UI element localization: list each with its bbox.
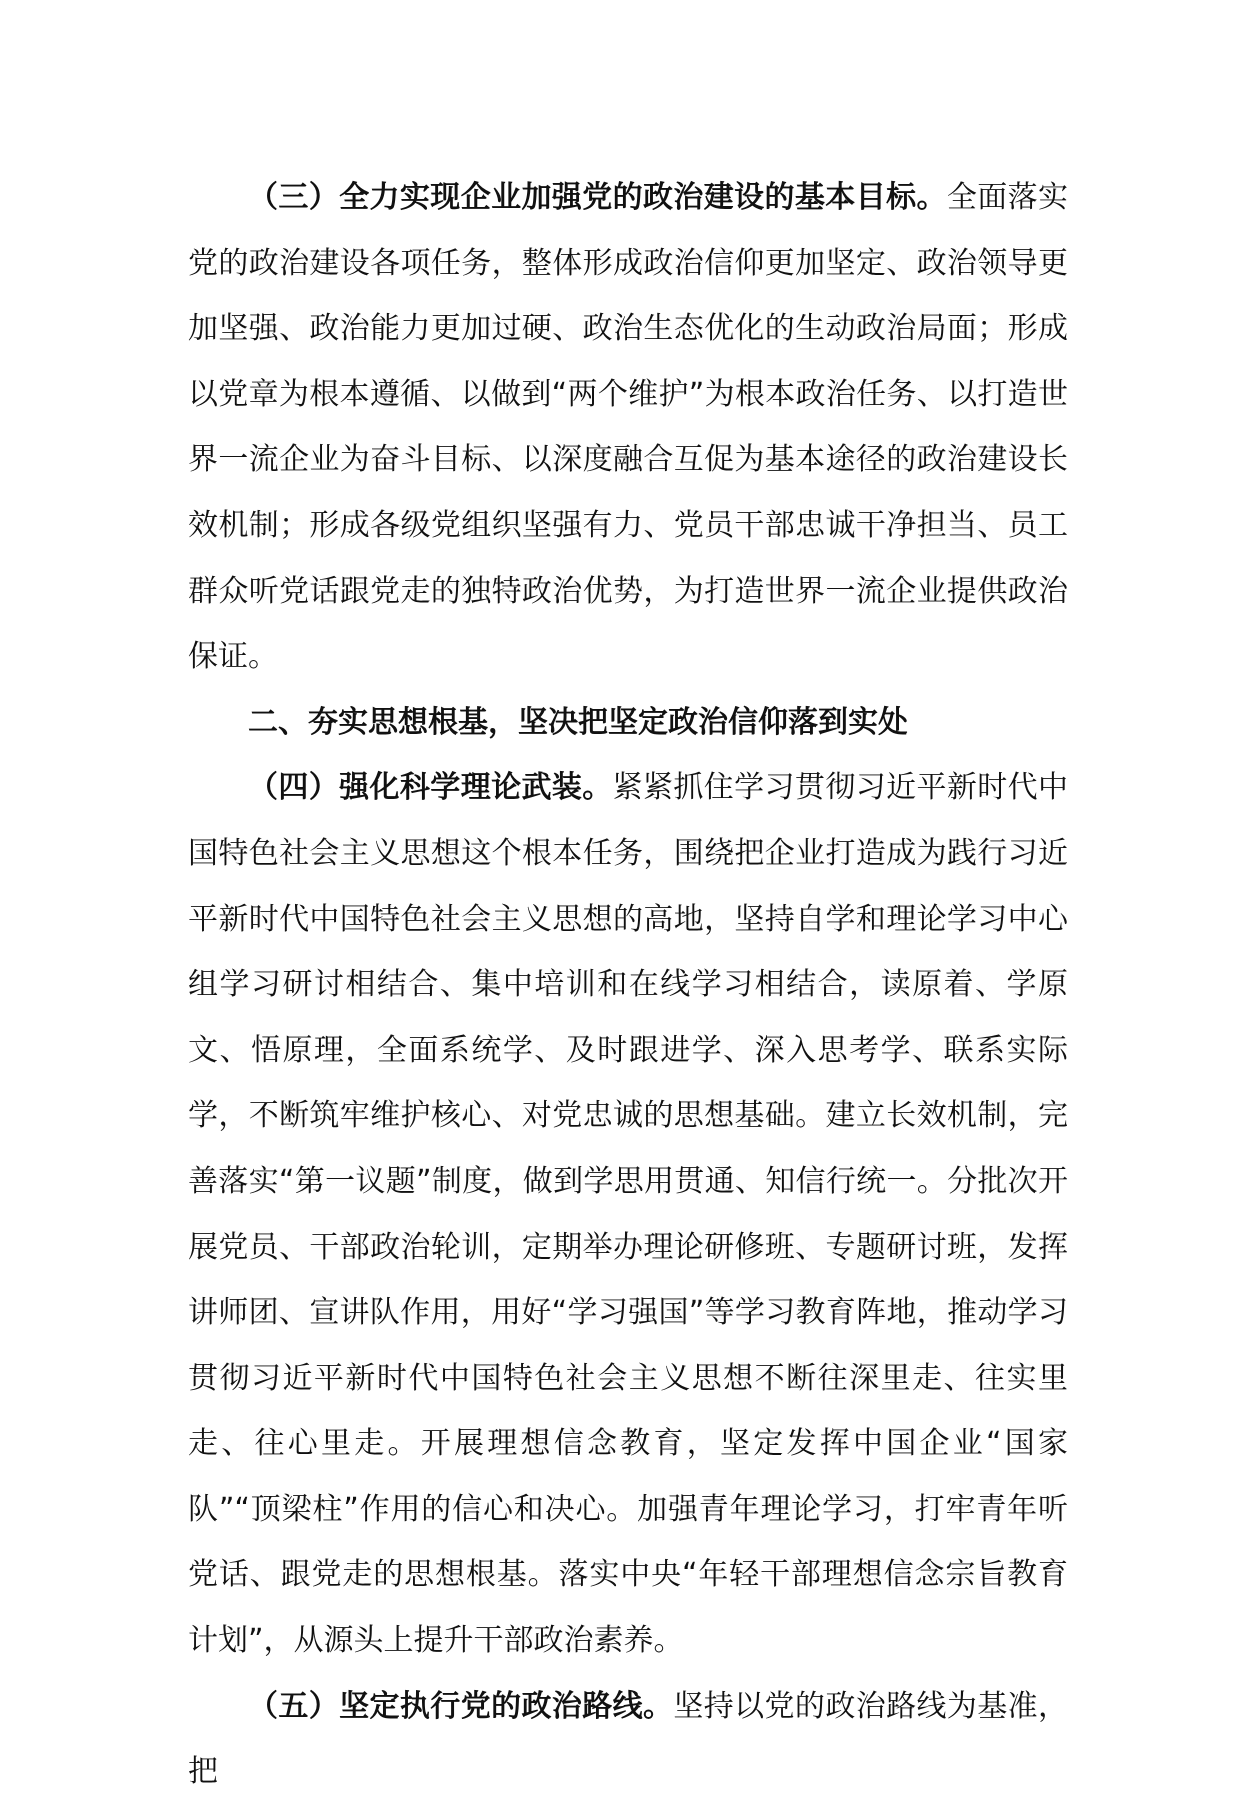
document-page (188, 165, 1068, 1805)
paragraph-body: 全面落实党的政治建设各项任务，整体形成政治信仰更加坚定、政治领导更加坚强、政治能力更加过硬、政治生态优化的生动政治局面；形成以党章为根本遵循、以做到“两个维护”为根本政治任务、以打造世界一流企业为奋斗目标、以深度融合互促为基本途径的政治建设长效机制；形成各级党组织坚强有力、党员干部忠诚干净担当、员工群众听党话跟党走的独特政治优势，为打造世界一流企业提供政治保证。 (188, 180, 1069, 675)
paragraph-lead: （五）坚定执行党的政治路线。 (248, 1688, 674, 1724)
paragraph-lead: （四）强化科学理论武装。 (248, 770, 613, 806)
paragraph-political-line (188, 1674, 1068, 1805)
paragraph-body: 坚持以党的政治路线为基准，把 (188, 1688, 1069, 1790)
paragraph-lead: （三）全力实现企业加强党的政治建设的基本目标。 (248, 180, 947, 215)
section-heading: 二、夯实思想根基，坚决把坚定政治信仰落到实处 (248, 704, 908, 740)
paragraph-goal (188, 165, 1068, 690)
paragraph-body: 紧紧抓住学习贯彻习近平新时代中国特色社会主义思想这个根本任务，围绕把企业打造成为践行习近平新时代中国特色社会主义思想的高地，坚持自学和理论学习中心组学习研讨相结合、集中培训和在线学习相结合，读原着、学原文、悟原理，全面系统学、及时跟进学、深入思考学、联系实际学，不断筑牢维护核心、对党忠诚的思想基础。建立长效机制，完善落实“第一议题”制度，做到学思用贯通、知信行统一。分批次开展党员、干部政治轮训，定期举办理论研修班、专题研讨班，发挥讲师团、宣讲队作用，用好“学习强国”等学习教育阵地，推动学习贯彻习近平新时代中国特色社会主义思想不断往深里走、往实里走、往心里走。开展理想信念教育，坚定发挥中国企业“国家队”“顶梁柱”作用的信心和决心。加强青年理论学习，打牢青年听党话、跟党走的思想根基。落实中央“年轻干部理想信念宗旨教育计划”，从源头上提升干部政治素养。 (188, 770, 1069, 1659)
paragraph-theory (188, 755, 1068, 1673)
